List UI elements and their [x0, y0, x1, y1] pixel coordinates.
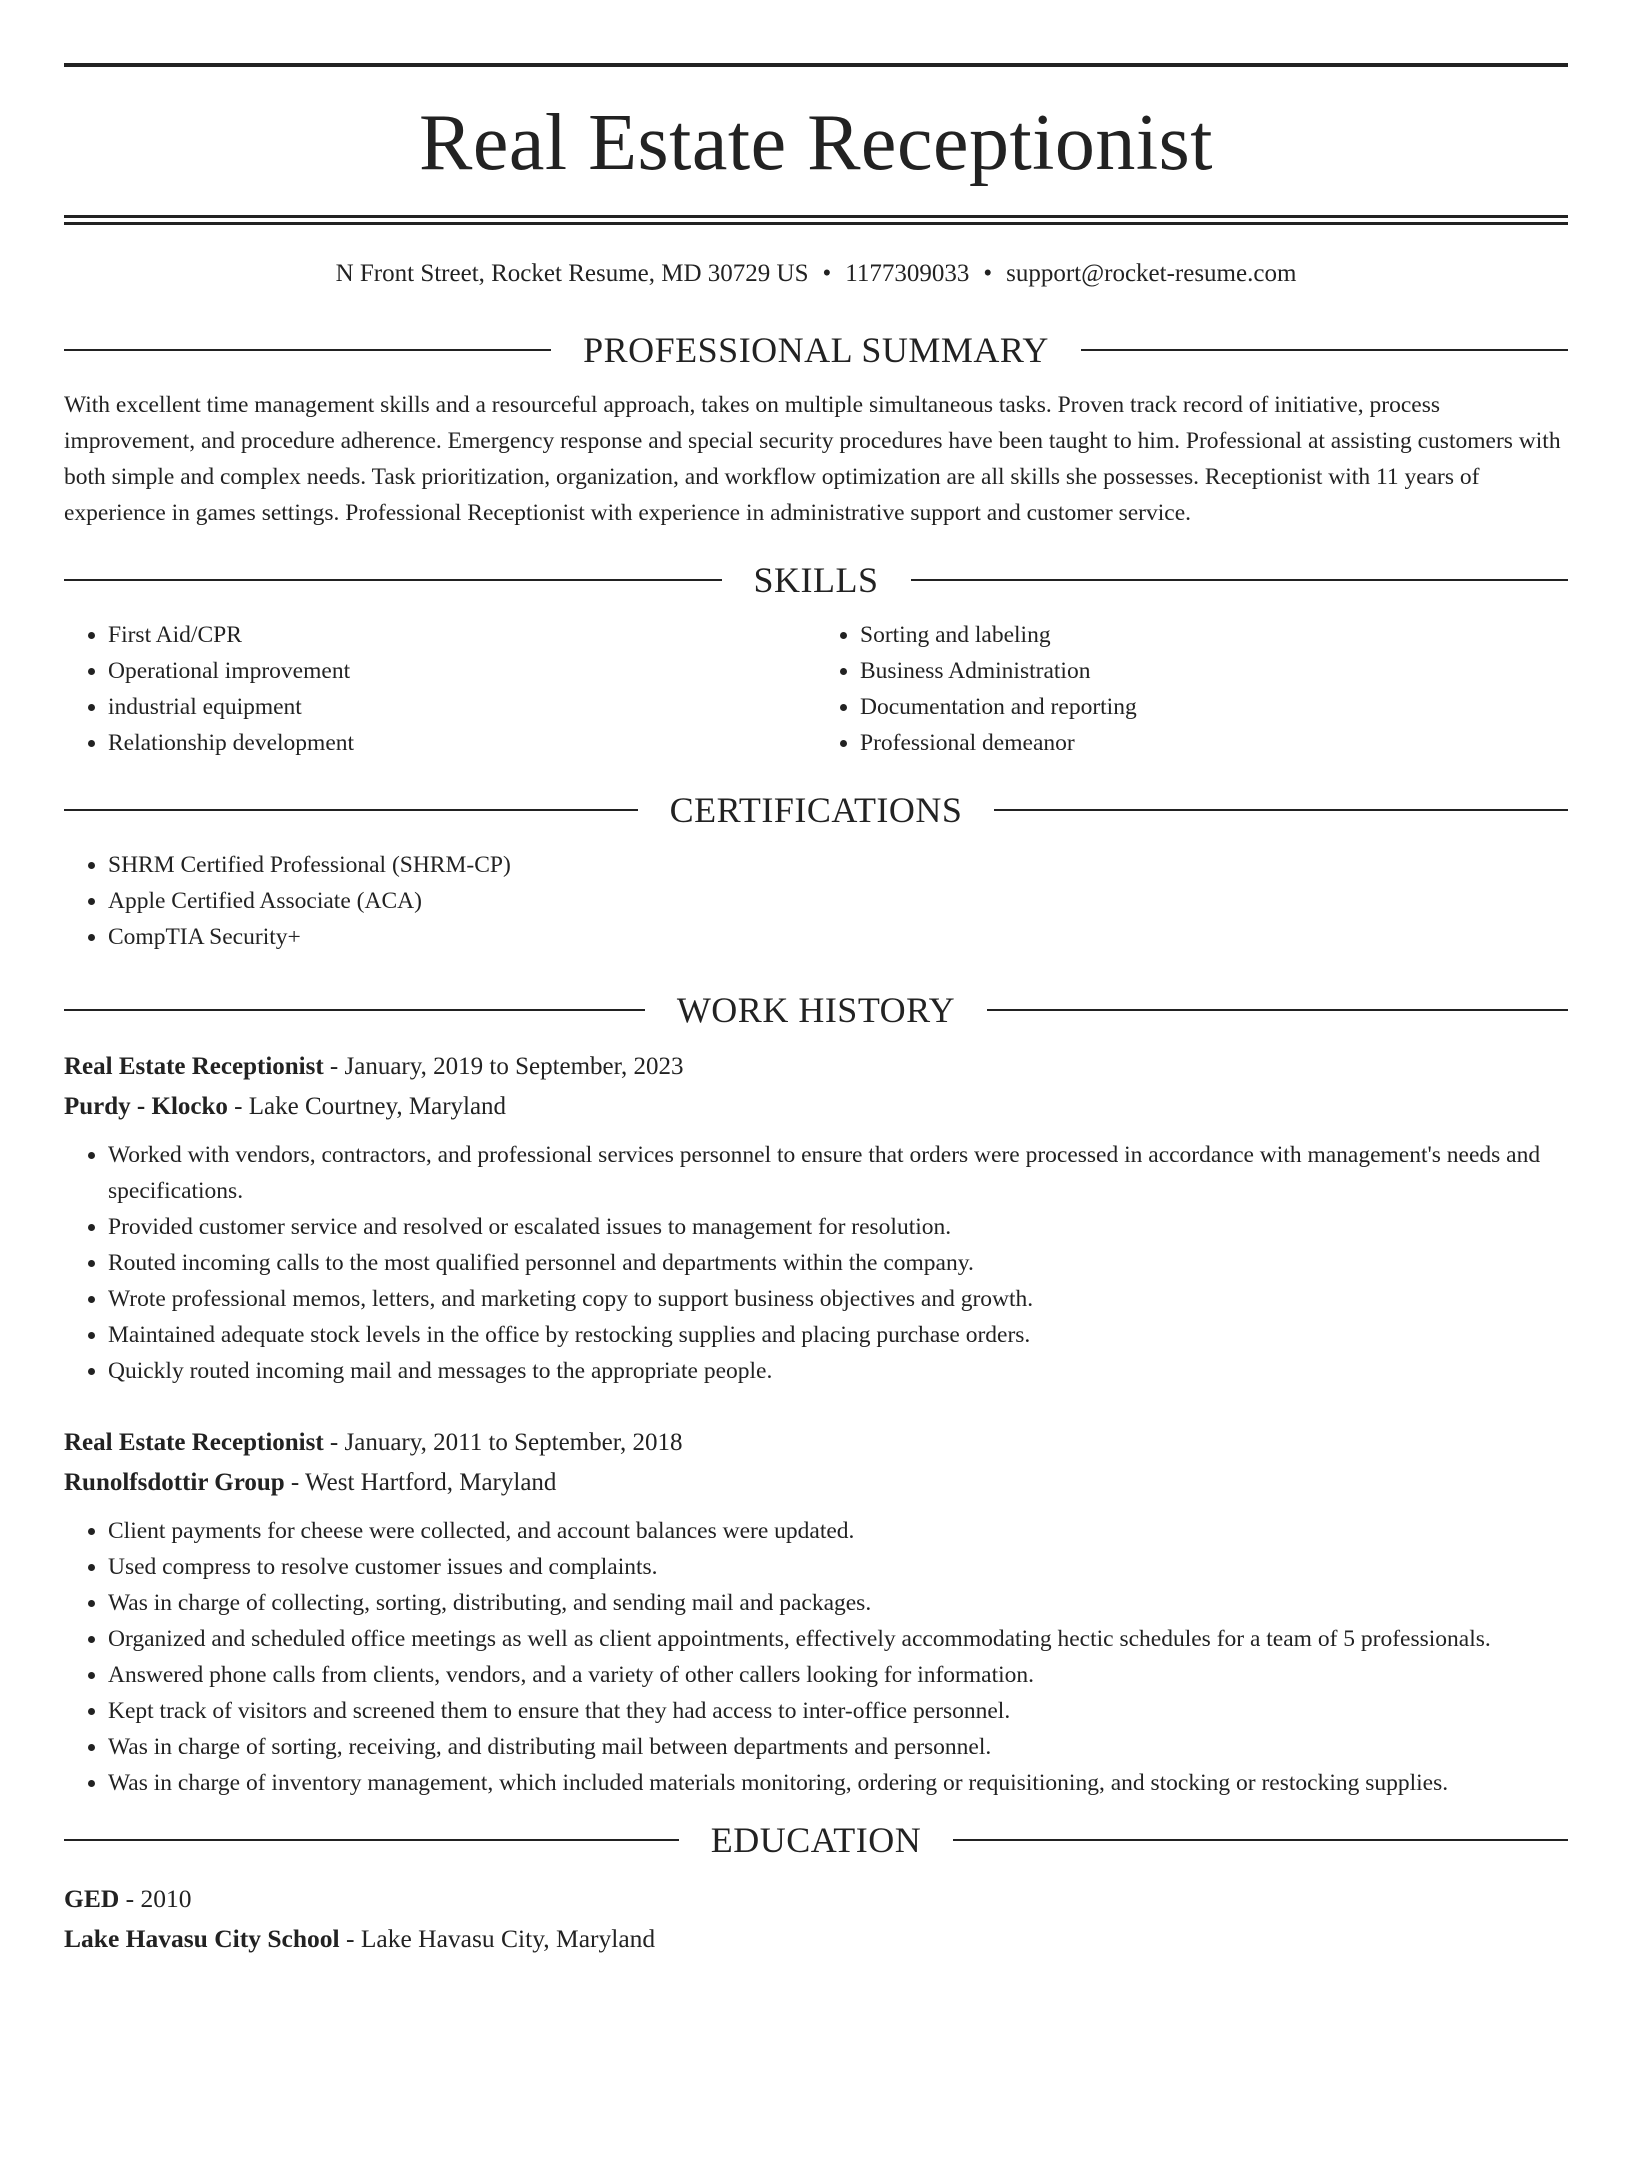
contact-address: N Front Street, Rocket Resume, MD 30729 US	[335, 260, 809, 287]
job-bullet: • Answered phone calls from clients, vendors, and a variety of other callers looking for information.	[108, 1657, 1568, 1693]
job-company: Runolfsdottir Group	[64, 1469, 285, 1496]
job-bullet: • Provided customer service and resolved or escalated issues to management for resolution.	[108, 1209, 1568, 1245]
section-rule	[911, 579, 1569, 581]
job-role: Real Estate Receptionist	[64, 1053, 324, 1080]
education-location: - Lake Havasu City, Maryland	[339, 1924, 656, 1953]
skills-list-right	[816, 617, 1568, 761]
certifications-list	[64, 847, 1568, 955]
job-role: Real Estate Receptionist	[64, 1429, 324, 1456]
job-bullet: • Used compress to resolve customer issues and complaints.	[108, 1549, 1568, 1585]
job-company-line	[64, 1463, 1568, 1503]
section-header-education	[64, 1819, 1568, 1861]
title-double-rule	[64, 215, 1568, 225]
job-role-line	[64, 1047, 1568, 1087]
job-bullet: • Was in charge of collecting, sorting, distributing, and sending mail and packages.	[108, 1585, 1568, 1621]
resume-page	[0, 63, 1632, 2175]
skill-item: • Professional demeanor	[860, 725, 1568, 761]
job-bullet: • Routed incoming calls to the most qualified personnel and departments within the company.	[108, 1245, 1568, 1281]
certification-item: • Apple Certified Associate (ACA)	[108, 883, 1568, 919]
section-title-skills: SKILLS	[753, 560, 879, 600]
job-bullet: • Wrote professional memos, letters, and marketing copy to support business objectives and growth.	[108, 1281, 1568, 1317]
resume-title: Real Estate Receptionist	[419, 99, 1213, 187]
job-bullet: • Client payments for cheese were collected, and account balances were updated.	[108, 1513, 1568, 1549]
contact-email: support@rocket-resume.com	[1006, 260, 1297, 287]
education-entry	[64, 1879, 1568, 1959]
skill-item: • Sorting and labeling	[860, 617, 1568, 653]
contact-phone: 1177309033	[845, 260, 970, 287]
skill-item: • Documentation and reporting	[860, 689, 1568, 725]
section-header-work-history	[64, 989, 1568, 1031]
education-degree: GED	[64, 1884, 120, 1913]
section-header-skills	[64, 559, 1568, 601]
skill-item: • Operational improvement	[108, 653, 816, 689]
job-dates: - January, 2011 to September, 2018	[323, 1429, 683, 1456]
section-title-work-history: WORK HISTORY	[676, 990, 956, 1030]
skills-grid	[64, 617, 1568, 761]
section-title-summary: PROFESSIONAL SUMMARY	[583, 330, 1049, 370]
job-entry	[64, 1423, 1568, 1801]
section-rule	[64, 1839, 679, 1841]
job-role-line	[64, 1423, 1568, 1463]
job-location: - West Hartford, Maryland	[284, 1469, 557, 1496]
section-title-certifications: CERTIFICATIONS	[669, 790, 963, 830]
summary-text: With excellent time management skills and a resourceful approach, takes on multiple simultaneous tasks. Proven track record of initiative, process improvement, and procedure adherence. Emergency response and special security procedures have been taught to him. Professional at assisting customers with both simple and complex needs. Task prioritization, organization, and workflow optimization are all skills she possesses. Receptionist with 11 years of experience in games settings. Professional Receptionist with experience in administrative support and customer service.	[64, 392, 1561, 526]
section-rule	[64, 579, 722, 581]
section-header-summary	[64, 329, 1568, 371]
skill-item: • industrial equipment	[108, 689, 816, 725]
job-bullet: • Quickly routed incoming mail and messages to the appropriate people.	[108, 1353, 1568, 1389]
section-header-certifications	[64, 789, 1568, 831]
section-rule	[953, 1839, 1568, 1841]
education-degree-line	[64, 1879, 1568, 1919]
job-bullet: • Worked with vendors, contractors, and professional services personnel to ensure that orders were processed in accordance with management's needs and specifications.	[108, 1137, 1568, 1209]
job-dates: - January, 2019 to September, 2023	[323, 1053, 684, 1080]
skill-item: • First Aid/CPR	[108, 617, 816, 653]
certification-item: • CompTIA Security+	[108, 919, 1568, 955]
section-rule	[64, 809, 638, 811]
job-bullet: • Kept track of visitors and screened them to ensure that they had access to inter-office personnel.	[108, 1693, 1568, 1729]
job-bullet: • Was in charge of inventory management, which included materials monitoring, ordering or requisitioning, and stocking or restocking supplies.	[108, 1765, 1568, 1801]
job-bullet: • Maintained adequate stock levels in the office by restocking supplies and placing purchase orders.	[108, 1317, 1568, 1353]
certification-item: • SHRM Certified Professional (SHRM-CP)	[108, 847, 1568, 883]
job-entry	[64, 1047, 1568, 1389]
skills-list-left	[64, 617, 816, 761]
section-rule	[64, 349, 551, 351]
skill-item: • Business Administration	[860, 653, 1568, 689]
section-rule	[64, 1009, 645, 1011]
section-title-education: EDUCATION	[710, 1820, 922, 1860]
job-company: Purdy - Klocko	[64, 1093, 228, 1120]
job-company-line	[64, 1087, 1568, 1127]
education-school-line	[64, 1919, 1568, 1959]
job-bullets	[64, 1137, 1568, 1389]
education-school: Lake Havasu City School	[64, 1924, 340, 1953]
section-rule	[994, 809, 1568, 811]
job-bullet: • Organized and scheduled office meetings as well as client appointments, effectively accommodating hectic schedules for a team of 5 professionals.	[108, 1621, 1568, 1657]
contact-separator: •	[822, 260, 832, 287]
education-year: - 2010	[119, 1884, 192, 1913]
contact-line	[64, 259, 1568, 289]
job-bullets	[64, 1513, 1568, 1801]
contact-separator: •	[983, 260, 993, 287]
job-bullet: • Was in charge of sorting, receiving, and distributing mail between departments and personnel.	[108, 1729, 1568, 1765]
job-location: - Lake Courtney, Maryland	[227, 1093, 507, 1120]
section-rule	[1081, 349, 1568, 351]
section-rule	[987, 1009, 1568, 1011]
skill-item: • Relationship development	[108, 725, 816, 761]
